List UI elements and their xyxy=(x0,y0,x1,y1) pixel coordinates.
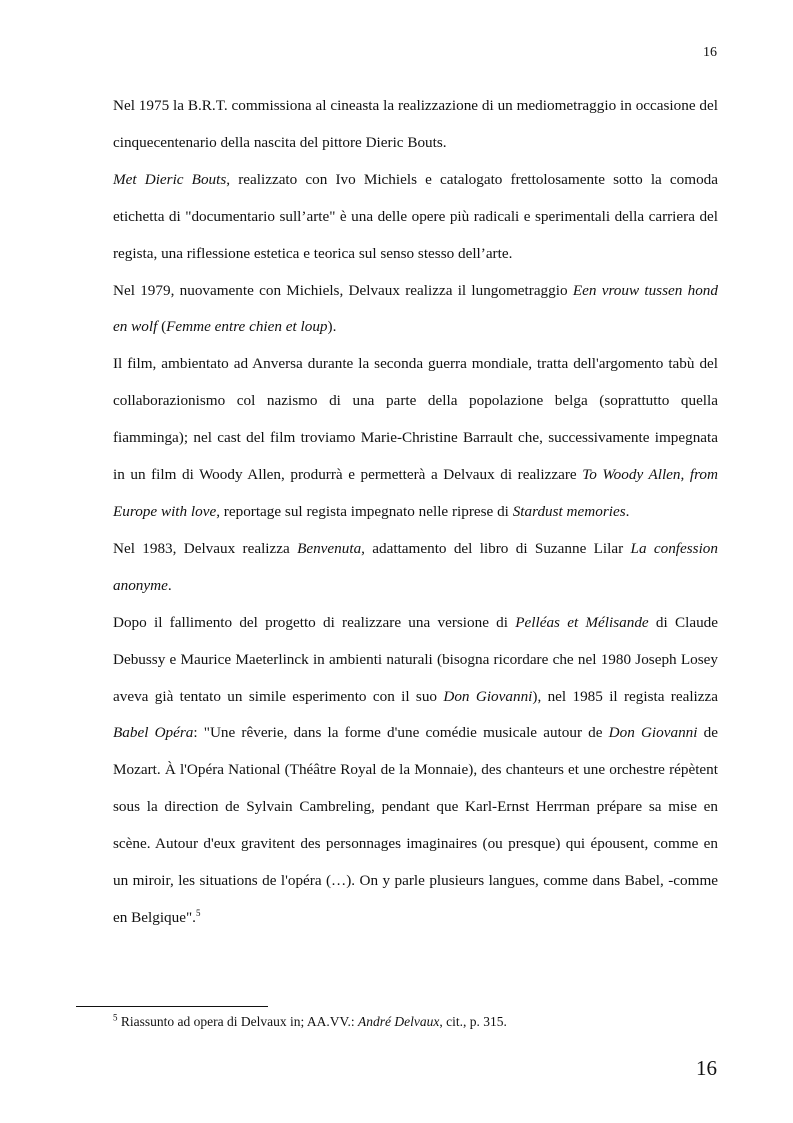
text-run: di Claude Debussy e Maurice Maeterlinck in ambienti naturali (bisogna ricordare che nel 1980 Joseph Losey aveva già tentato un simile esperimento con il suo xyxy=(113,613,718,705)
text-run: Dopo il fallimento del progetto di realizzare una versione di xyxy=(113,613,516,631)
text-run: de Mozart. À l'Opéra National (Théâtre Royal de la Monnaie), des chanteurs et une orchestre répètent sous la direction de Sylvain Cambreling, pendant que Karl-Ernst Herrman prépare sa mise en scène. Autour d'eux gravitent des personnages imaginaires (ou presque) qui épousent, comme en un miroir, les situations de l'opéra (…). On y parle plusieurs langues, comme dans Babel, -comme en Belgique". xyxy=(113,724,718,926)
footnote-ref: 5 xyxy=(113,1012,118,1023)
text-run: . xyxy=(625,502,630,520)
text-run: Nel 1975 la B.R.T. commissiona al cineasta la realizzazione di un mediometraggio in occasione del cinquecentenario della nascita del pittore Dieric Bouts. xyxy=(113,97,718,151)
text-run: , reportage sul regista impegnato nelle riprese di xyxy=(216,502,513,520)
paragraph-2 xyxy=(113,162,718,273)
italic-title: Benvenuta xyxy=(297,539,362,557)
italic-title: Don Giovanni xyxy=(608,724,698,742)
text-run: : "Une rêverie, dans la forme d'une comédie musicale autour de xyxy=(193,724,609,742)
paragraph-4 xyxy=(113,346,718,531)
text-run: , realizzato con Ivo Michiels e catalogato frettolosamente sotto la comoda etichetta di "documentario sull’arte" è una delle opere più radicali e sperimentali della carriera del regista, una riflessione estetica e teorica sul senso stesso dell’arte. xyxy=(113,170,718,262)
italic-title: Met Dieric Bouts xyxy=(113,170,227,188)
text-run: Il film, ambientato ad Anversa durante la seconda guerra mondiale, tratta dell'argomento tabù del collaborazionismo col nazismo di una parte della popolazione belga (soprattutto quella fiamminga); nel cast del film troviamo Marie-Christine Barrault che, successivamente impegnata in un film di Woody Allen, produrrà e permetterà a Delvaux di realizzare xyxy=(113,355,718,484)
footnote-5 xyxy=(113,1013,507,1031)
body-text xyxy=(113,88,718,937)
italic-title: Stardust memories xyxy=(512,502,626,520)
page-number-top: 16 xyxy=(703,45,717,60)
paragraph-1 xyxy=(113,88,718,162)
text-run: ), nel 1985 il regista realizza xyxy=(532,687,718,705)
page-number-bottom: 16 xyxy=(696,1056,717,1080)
italic-title: Babel Opéra xyxy=(113,724,194,742)
italic-title: La confession anonyme xyxy=(113,539,718,594)
text-run: Riassunto ad opera di Delvaux in; AA.VV.: xyxy=(117,1014,358,1029)
text-run: , cit., p. 315. xyxy=(439,1014,507,1029)
text-run: Nel 1979, nuovamente con Michiels, Delvaux realizza il lungometraggio xyxy=(113,281,573,299)
text-run: . xyxy=(167,576,172,594)
italic-title: To Woody Allen, from Europe with love xyxy=(113,466,718,520)
paragraph-6 xyxy=(113,605,718,937)
italic-title: Femme entre chien et loup xyxy=(166,318,328,336)
paragraph-3 xyxy=(113,273,718,347)
text-run: ( xyxy=(157,318,167,336)
italic-title: André Delvaux xyxy=(357,1014,440,1029)
text-run: , adattamento del libro di Suzanne Lilar xyxy=(361,539,631,557)
footnote-ref: 5 xyxy=(195,907,201,918)
italic-title: Pelléas et Mélisande xyxy=(515,613,649,631)
text-run: ). xyxy=(327,318,337,336)
italic-title: Een vrouw tussen hond en wolf xyxy=(113,281,718,336)
footnote-separator xyxy=(76,1006,268,1007)
paragraph-5 xyxy=(113,531,718,605)
text-run: Nel 1983, Delvaux realizza xyxy=(113,539,298,557)
italic-title: Don Giovanni xyxy=(443,687,533,705)
